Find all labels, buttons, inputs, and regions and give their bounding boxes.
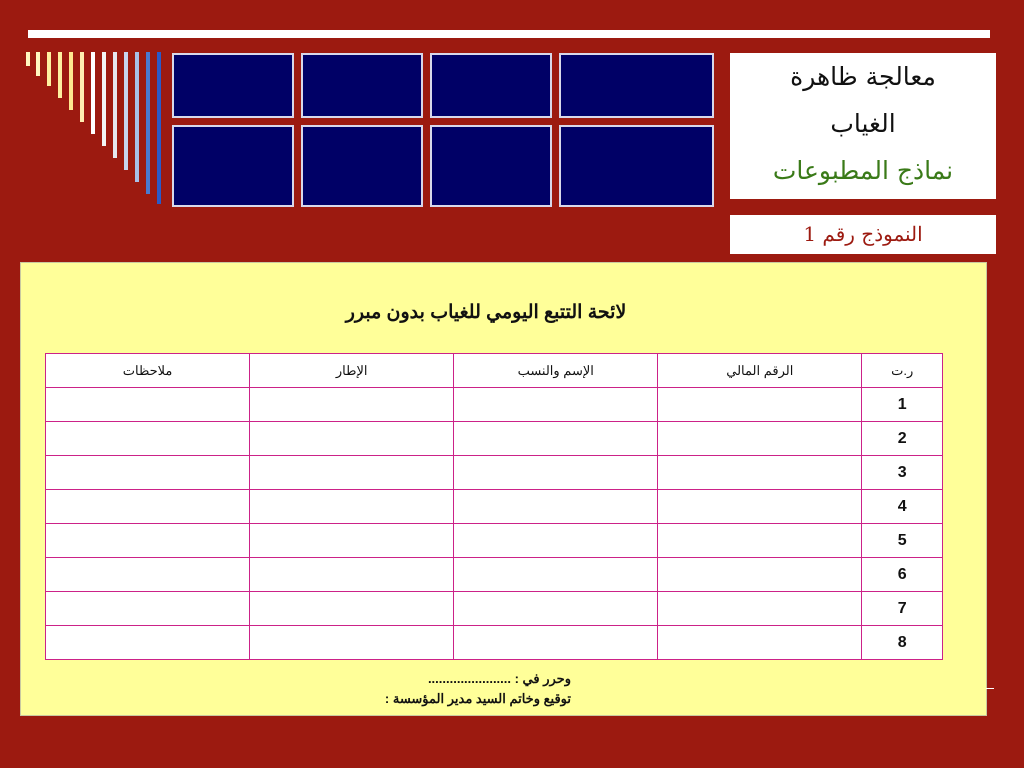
table-cell bbox=[454, 388, 658, 422]
title-box bbox=[730, 53, 996, 199]
row-number: 1 bbox=[862, 388, 943, 422]
table-cell bbox=[46, 524, 250, 558]
table-row bbox=[46, 558, 943, 592]
table-cell bbox=[658, 524, 862, 558]
table-cell bbox=[46, 456, 250, 490]
stripe bbox=[69, 52, 73, 110]
stripe bbox=[157, 52, 161, 204]
table-cell bbox=[46, 558, 250, 592]
table-cell bbox=[454, 626, 658, 660]
table-header-row bbox=[46, 354, 943, 388]
header-tile bbox=[430, 53, 552, 118]
footer-date-line: وحرر في : ....................... bbox=[427, 671, 571, 686]
table-cell bbox=[250, 592, 454, 626]
stripe bbox=[36, 52, 40, 76]
table-cell bbox=[250, 626, 454, 660]
row-number: 4 bbox=[862, 490, 943, 524]
row-number: 7 bbox=[862, 592, 943, 626]
header-tile bbox=[172, 125, 294, 207]
table-cell bbox=[658, 388, 862, 422]
title-line-2: الغياب bbox=[830, 109, 896, 138]
row-number: 6 bbox=[862, 558, 943, 592]
stripe bbox=[47, 52, 51, 86]
table-cell bbox=[46, 592, 250, 626]
table-row bbox=[46, 422, 943, 456]
stripe bbox=[113, 52, 117, 158]
column-header: ملاحظات bbox=[46, 354, 250, 388]
table-cell bbox=[454, 456, 658, 490]
table-cell bbox=[658, 490, 862, 524]
stripe bbox=[80, 52, 84, 122]
table-cell bbox=[658, 626, 862, 660]
column-header: ر.ت bbox=[862, 354, 943, 388]
table-cell bbox=[250, 524, 454, 558]
header-tile bbox=[301, 53, 423, 118]
top-rule bbox=[28, 30, 990, 38]
table-cell bbox=[46, 388, 250, 422]
header-tile bbox=[430, 125, 552, 207]
absence-table bbox=[45, 353, 943, 660]
stripe bbox=[124, 52, 128, 170]
table-cell bbox=[46, 490, 250, 524]
slide-mark bbox=[986, 688, 994, 689]
stripe bbox=[102, 52, 106, 146]
row-number: 8 bbox=[862, 626, 943, 660]
table-cell bbox=[250, 388, 454, 422]
table-row bbox=[46, 524, 943, 558]
table-cell bbox=[250, 490, 454, 524]
table-cell bbox=[454, 422, 658, 456]
table-cell bbox=[454, 592, 658, 626]
stripe bbox=[146, 52, 150, 194]
decorative-stripes bbox=[26, 52, 166, 212]
stripe bbox=[58, 52, 62, 98]
model-label: النموذج رقم 1 bbox=[730, 215, 996, 254]
column-header: الرقم المالي bbox=[658, 354, 862, 388]
document-title: لائحة التتبع اليومي للغياب بدون مبرر bbox=[345, 302, 627, 323]
table-cell bbox=[454, 524, 658, 558]
header-tile bbox=[559, 125, 714, 207]
title-line-3: نماذج المطبوعات bbox=[772, 156, 954, 185]
column-header: الإسم والنسب bbox=[454, 354, 658, 388]
table-cell bbox=[46, 422, 250, 456]
table-cell bbox=[454, 558, 658, 592]
header-tile bbox=[301, 125, 423, 207]
footer-signature-line: توقيع وخاتم السيد مدير المؤسسة : bbox=[384, 691, 571, 706]
stripe bbox=[135, 52, 139, 182]
table-row bbox=[46, 626, 943, 660]
table-cell bbox=[250, 558, 454, 592]
stripe bbox=[26, 52, 30, 66]
table-cell bbox=[250, 422, 454, 456]
table-cell bbox=[658, 422, 862, 456]
table-cell bbox=[658, 592, 862, 626]
header-tile bbox=[559, 53, 714, 118]
table-cell bbox=[658, 456, 862, 490]
row-number: 5 bbox=[862, 524, 943, 558]
row-number: 2 bbox=[862, 422, 943, 456]
table-cell bbox=[250, 456, 454, 490]
table-row bbox=[46, 456, 943, 490]
title-line-1: معالجة ظاهرة bbox=[790, 62, 936, 91]
table-cell bbox=[454, 490, 658, 524]
header-tile bbox=[172, 53, 294, 118]
table-row bbox=[46, 388, 943, 422]
table-cell bbox=[658, 558, 862, 592]
column-header: الإطار bbox=[250, 354, 454, 388]
row-number: 3 bbox=[862, 456, 943, 490]
table-cell bbox=[46, 626, 250, 660]
stripe bbox=[91, 52, 95, 134]
table-row bbox=[46, 592, 943, 626]
table-row bbox=[46, 490, 943, 524]
document-panel bbox=[20, 262, 987, 716]
